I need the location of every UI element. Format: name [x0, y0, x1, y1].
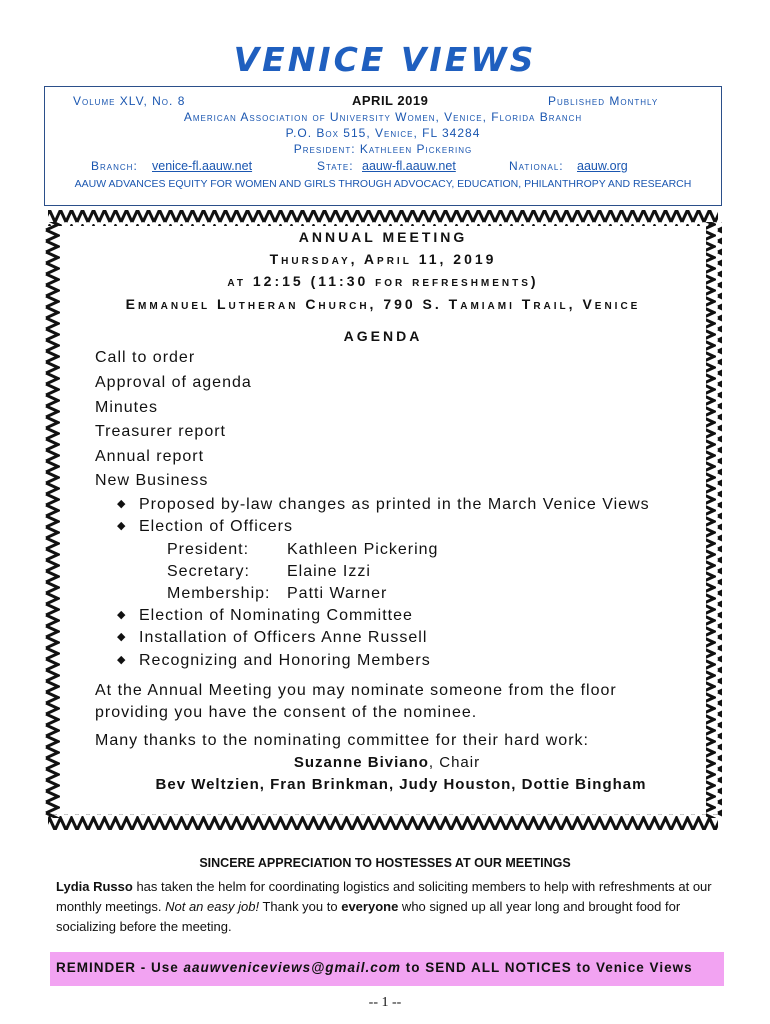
mailing-address: P.O. Box 515, Venice, FL 34284: [285, 126, 481, 140]
officer-role: President:: [167, 541, 250, 558]
appreciation-paragraph: Lydia Russo has taken the helm for coordinating logistics and soliciting members to help with refreshments at our monthly meetings. Not an easy job! Thank you to everyone who signed up all year long and brought food for socializing before the meeting.: [56, 879, 712, 934]
officer-name: Patti Warner: [287, 585, 388, 602]
organization-name: American Association of University Women, Venice, Florida Branch: [183, 110, 583, 124]
diamond-bullet-icon: ◆: [117, 520, 127, 532]
national-label: National:: [509, 159, 564, 173]
page-number: -- 1 --: [368, 995, 402, 1010]
national-website-link[interactable]: aauw.org: [577, 159, 628, 173]
agenda-item: Approval of agenda: [95, 374, 252, 391]
annual-meeting-section: [62, 226, 704, 828]
agenda-subitem: ◆ Recognizing and Honoring Members: [117, 652, 431, 669]
branch-website-link[interactable]: venice-fl.aauw.net: [152, 159, 253, 173]
meeting-title: ANNUAL MEETING: [298, 229, 468, 245]
agenda-subitem: ◆ Election of Officers: [117, 518, 293, 535]
officer-name: Elaine Izzi: [287, 563, 371, 580]
header-info-box: [44, 86, 722, 206]
newsletter-title: VENICE VIEWS: [233, 40, 537, 79]
officer-role: Secretary:: [167, 563, 250, 580]
agenda-item: Call to order: [95, 349, 196, 366]
diamond-bullet-icon: ◆: [117, 631, 127, 643]
reminder-banner: REMINDER - Use aauwveniceviews@gmail.com to SEND ALL NOTICES to Venice Views: [50, 952, 724, 986]
meeting-date: Thursday, April 11, 2019: [269, 251, 497, 267]
nomination-note: providing you have the consent of the nominee.: [95, 704, 478, 721]
diamond-bullet-icon: ◆: [117, 609, 127, 621]
agenda-item: Minutes: [95, 399, 159, 416]
notices-email[interactable]: aauwveniceviews@gmail.com: [183, 960, 402, 975]
diamond-bullet-icon: ◆: [117, 498, 127, 510]
officer-name: Kathleen Pickering: [287, 541, 439, 558]
agenda-subitem: ◆ Election of Nominating Committee: [117, 607, 413, 624]
issue-date: APRIL 2019: [352, 93, 429, 108]
state-label: State:: [317, 159, 354, 173]
mission-statement: AAUW ADVANCES EQUITY FOR WOMEN AND GIRLS THROUGH ADVOCACY, EDUCATION, PHILANTHROPY AND RESEARCH: [74, 178, 692, 190]
agenda-item: Treasurer report: [95, 423, 226, 440]
publication-frequency: Published Monthly: [548, 94, 659, 108]
agenda-item: New Business: [95, 472, 209, 489]
committee-chair: Suzanne Biviano, Chair: [293, 754, 481, 771]
agenda-heading: AGENDA: [343, 328, 423, 344]
agenda-subitem: ◆ Installation of Officers Anne Russell: [117, 629, 428, 646]
appreciation-heading: SINCERE APPRECIATION TO HOSTESSES AT OUR MEETINGS: [199, 856, 571, 870]
agenda-item: Annual report: [95, 448, 205, 465]
branch-president: President: Kathleen Pickering: [293, 142, 473, 156]
meeting-venue: Emmanuel Lutheran Church, 790 S. Tamiami Trail, Venice: [125, 296, 641, 312]
branch-label: Branch:: [91, 159, 138, 173]
officer-role: Membership:: [167, 585, 271, 602]
volume-number: Volume XLV, No. 8: [73, 94, 186, 108]
meeting-time: at 12:15 (11:30 for refreshments): [227, 273, 539, 289]
state-website-link[interactable]: aauw-fl.aauw.net: [362, 159, 456, 173]
nomination-note: At the Annual Meeting you may nominate someone from the floor: [95, 682, 617, 699]
agenda-subitem: ◆ Proposed by-law changes as printed in the March Venice Views: [117, 496, 650, 513]
committee-members: Bev Weltzien, Fran Brinkman, Judy Houston, Dottie Bingham: [155, 776, 647, 793]
diamond-bullet-icon: ◆: [117, 654, 127, 666]
committee-thanks: Many thanks to the nominating committee for their hard work:: [95, 732, 589, 749]
